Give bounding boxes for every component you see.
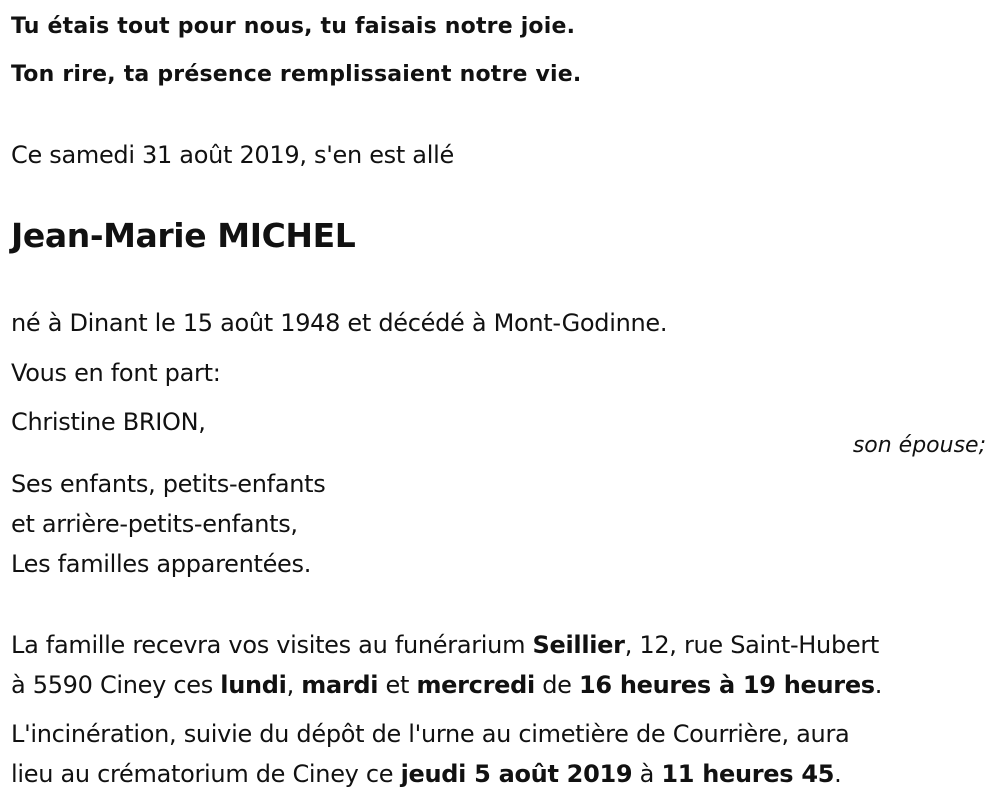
separator: de — [534, 671, 579, 699]
visits-location: à 5590 Ciney ces — [11, 671, 221, 699]
visit-day-monday: lundi — [220, 671, 287, 699]
separator: , — [286, 671, 302, 699]
family-line-1: Ses enfants, petits-enfants — [11, 470, 326, 498]
ceremony-date: jeudi 5 août 2019 — [400, 760, 633, 788]
visits-text: La famille recevra vos visites au funérarium — [11, 631, 533, 659]
announcement-intro: Ce samedi 31 août 2019, s'en est allé — [11, 141, 454, 169]
visit-hours: 16 heures à 19 heures — [578, 671, 875, 699]
family-line-3: Les familles apparentées. — [11, 550, 312, 578]
ceremony-location: lieu au crématorium de Ciney ce — [11, 760, 401, 788]
verse-line-2: Ton rire, ta présence remplissaient notre vie. — [11, 62, 582, 87]
visits-line-1 — [11, 630, 879, 660]
funeral-home-name: Seillier — [532, 631, 625, 659]
separator: à — [632, 760, 662, 788]
spouse-name: Christine BRION, — [11, 408, 206, 436]
visits-address: , 12, rue Saint-Hubert — [624, 631, 880, 659]
deceased-name: Jean-Marie MICHEL — [11, 216, 356, 255]
separator: et — [378, 671, 417, 699]
birth-death-details: né à Dinant le 15 août 1948 et décédé à Mont-Godinne. — [11, 309, 668, 337]
ceremony-time: 11 heures 45 — [661, 760, 835, 788]
period: . — [874, 671, 883, 699]
family-heading: Vous en font part: — [11, 359, 221, 387]
visit-day-wednesday: mercredi — [416, 671, 535, 699]
visit-day-tuesday: mardi — [301, 671, 379, 699]
death-notice — [11, 0, 986, 809]
ceremony-line-2 — [11, 759, 841, 789]
visits-line-2 — [11, 670, 882, 700]
ceremony-line-1: L'incinération, suivie du dépôt de l'urne au cimetière de Courrière, aura — [11, 720, 850, 748]
spouse-role: son épouse; — [852, 433, 986, 458]
family-line-2: et arrière-petits-enfants, — [11, 510, 298, 538]
period: . — [834, 760, 842, 788]
verse-line-1: Tu étais tout pour nous, tu faisais notre joie. — [11, 14, 576, 39]
